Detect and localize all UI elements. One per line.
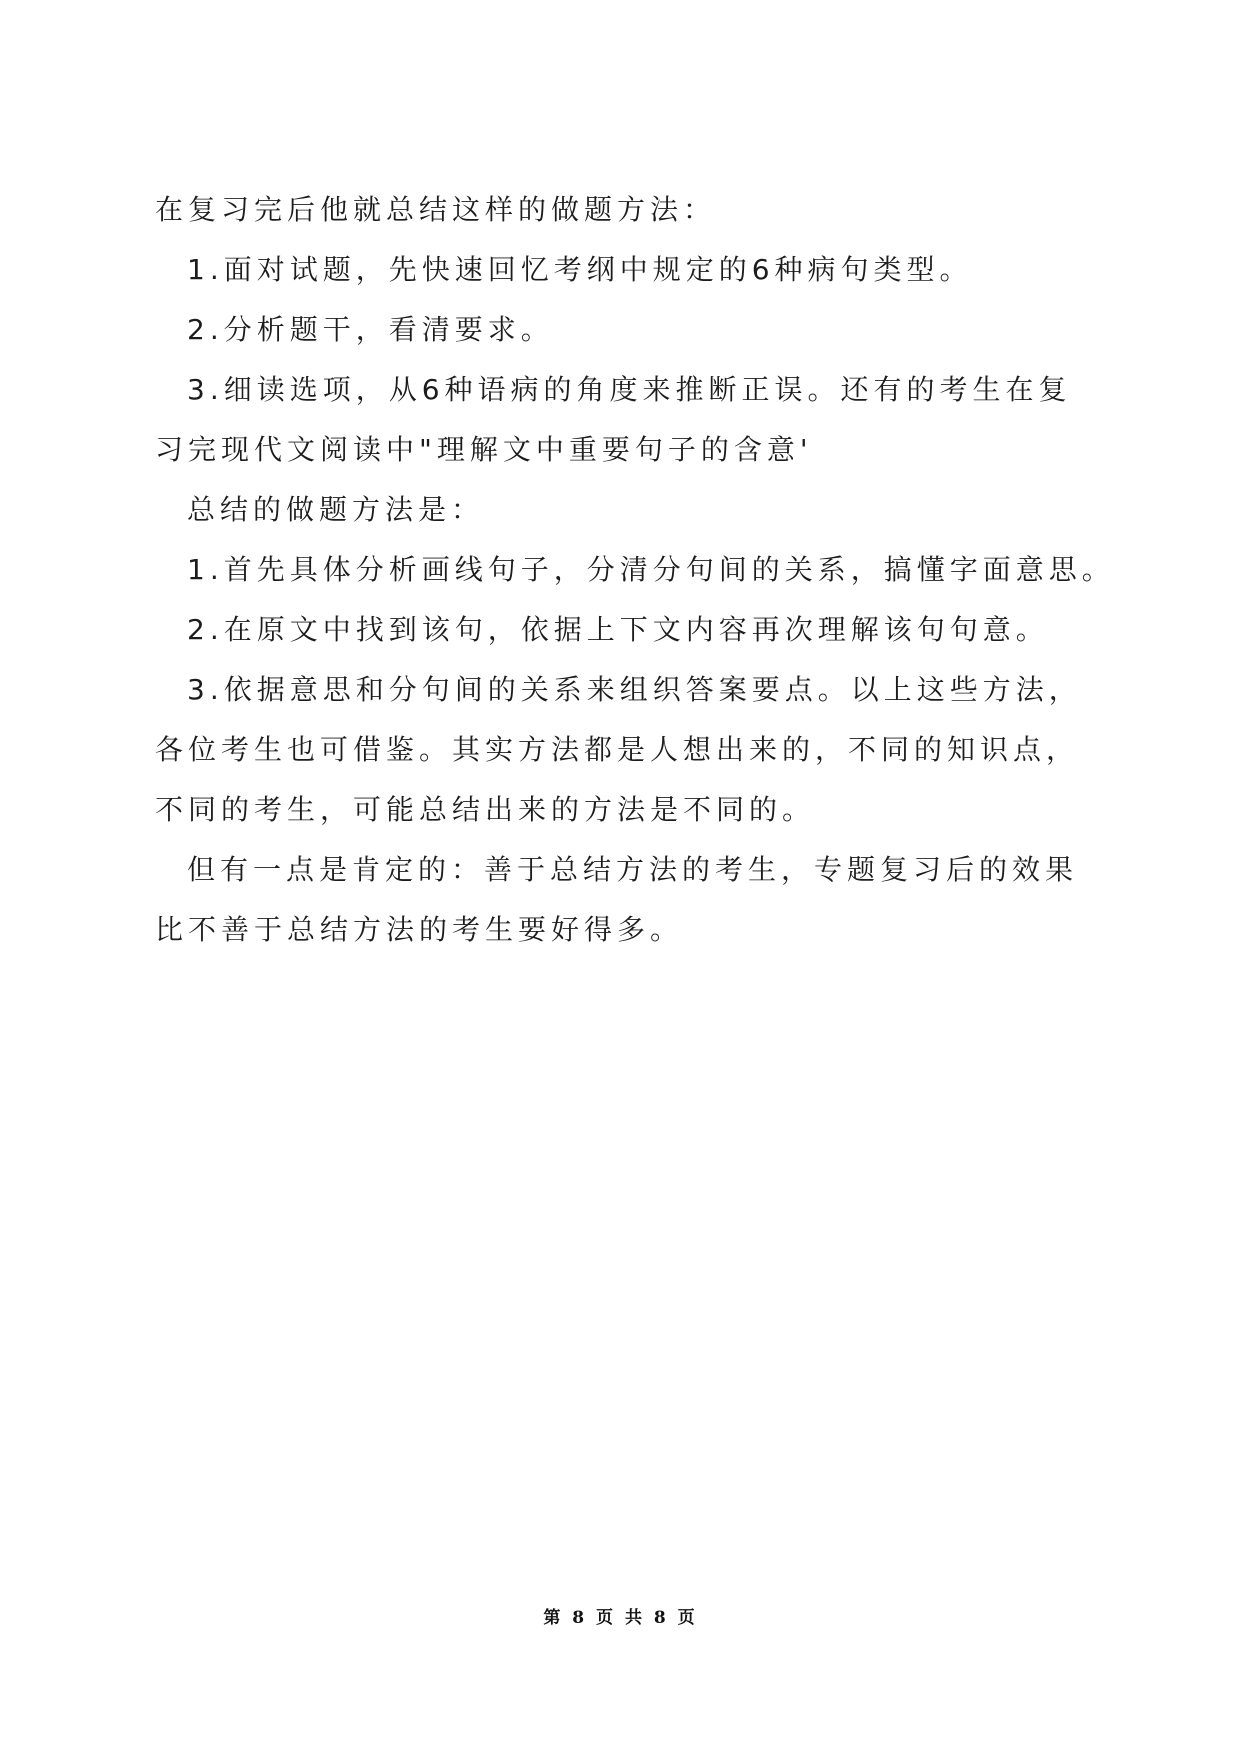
text-line: 但有一点是肯定的：善于总结方法的考生，专题复习后的效果	[187, 853, 1079, 886]
text-line: 3.细读选项，从6种语病的角度来推断正误。还有的考生在复	[187, 373, 1072, 406]
text-line: 2.分析题干，看清要求。	[187, 313, 554, 346]
text-line: 在复习完后他就总结这样的做题方法：	[155, 193, 717, 226]
text-line: 各位考生也可借鉴。其实方法都是人想出来的，不同的知识点，	[155, 733, 1080, 766]
text-line: 1.首先具体分析画线句子，分清分句间的关系，搞懂字面意思。	[187, 553, 1115, 586]
text-line: 比不善于总结方法的考生要好得多。	[155, 913, 684, 946]
text-line: 1.面对试题，先快速回忆考纲中规定的6种病句类型。	[187, 253, 973, 286]
page-number-footer: 第 8 页 共 8 页	[543, 1608, 698, 1628]
body-text	[155, 180, 1115, 960]
text-line: 2.在原文中找到该句，依据上下文内容再次理解该句句意。	[187, 613, 1049, 646]
text-line: 不同的考生，可能总结出来的方法是不同的。	[155, 793, 816, 826]
text-line: 总结的做题方法是：	[187, 493, 485, 526]
text-line: 3.依据意思和分句间的关系来组织答案要点。以上这些方法，	[187, 673, 1082, 706]
text-line: 习完现代文阅读中"理解文中重要句子的含意'	[155, 433, 813, 466]
